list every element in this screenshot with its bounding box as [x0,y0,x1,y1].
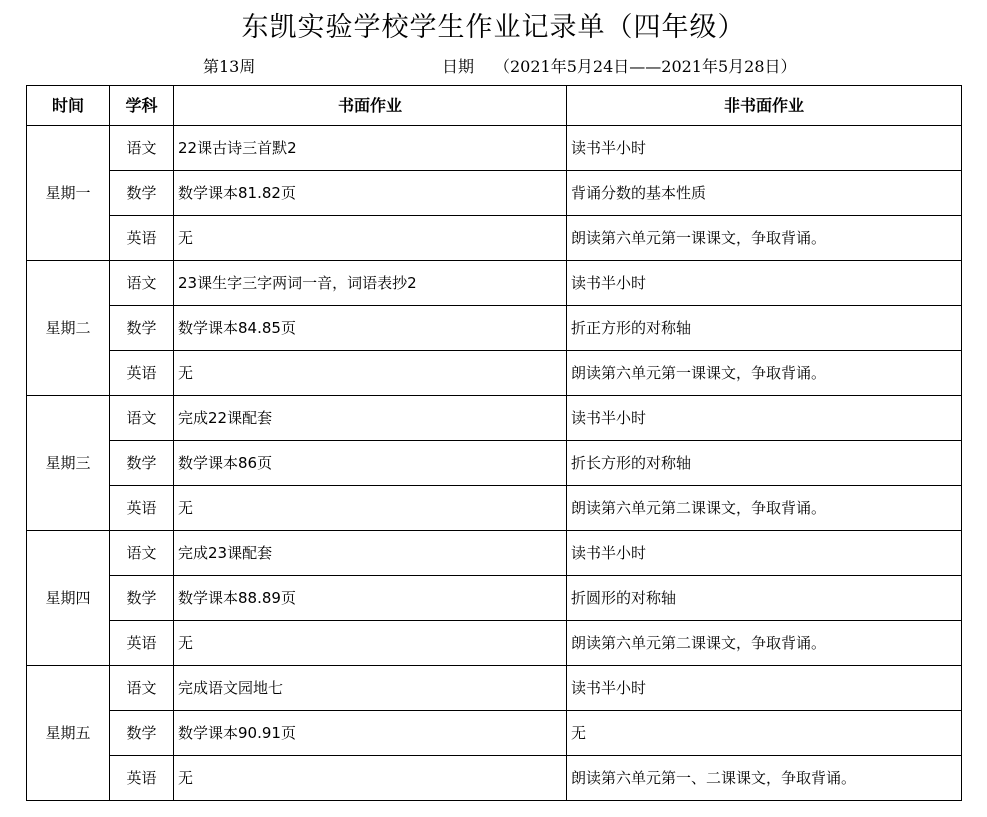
homework-table [26,85,962,801]
day-cell: 星期一 [27,126,110,261]
nonwritten-cell: 折圆形的对称轴 [567,576,962,621]
subject-cell: 英语 [110,756,174,801]
table-row [27,756,962,801]
written-cell: 无 [174,486,567,531]
nonwritten-cell: 读书半小时 [567,666,962,711]
header-written: 书面作业 [174,86,567,126]
subject-cell: 英语 [110,486,174,531]
written-cell: 无 [174,621,567,666]
nonwritten-cell: 读书半小时 [567,261,962,306]
subject-cell: 数学 [110,576,174,621]
subject-cell: 数学 [110,171,174,216]
day-cell: 星期三 [27,396,110,531]
nonwritten-cell: 朗读第六单元第一、二课课文，争取背诵。 [567,756,962,801]
subject-cell: 英语 [110,216,174,261]
subject-cell: 数学 [110,441,174,486]
header-row [27,86,962,126]
written-cell: 完成语文园地七 [174,666,567,711]
table-row [27,351,962,396]
written-cell: 22课古诗三首默2 [174,126,567,171]
nonwritten-cell: 朗读第六单元第一课课文，争取背诵。 [567,216,962,261]
written-cell: 数学课本81.82页 [174,171,567,216]
written-cell: 无 [174,216,567,261]
nonwritten-cell: 读书半小时 [567,531,962,576]
table-row [27,531,962,576]
table-row [27,576,962,621]
subject-cell: 英语 [110,621,174,666]
subject-cell: 语文 [110,666,174,711]
written-cell: 数学课本84.85页 [174,306,567,351]
subject-cell: 数学 [110,711,174,756]
nonwritten-cell: 折长方形的对称轴 [567,441,962,486]
nonwritten-cell: 朗读第六单元第二课课文，争取背诵。 [567,621,962,666]
subject-cell: 数学 [110,306,174,351]
written-cell: 数学课本88.89页 [174,576,567,621]
table-row [27,396,962,441]
nonwritten-cell: 朗读第六单元第二课课文，争取背诵。 [567,486,962,531]
subject-cell: 语文 [110,261,174,306]
table-row [27,666,962,711]
table-row [27,486,962,531]
written-cell: 无 [174,756,567,801]
written-cell: 数学课本90.91页 [174,711,567,756]
day-cell: 星期四 [27,531,110,666]
nonwritten-cell: 背诵分数的基本性质 [567,171,962,216]
date-range: （2021年5月24日——2021年5月28日） [494,57,797,76]
nonwritten-cell: 朗读第六单元第一课课文，争取背诵。 [567,351,962,396]
written-cell: 无 [174,351,567,396]
subject-cell: 语文 [110,531,174,576]
nonwritten-cell: 读书半小时 [567,396,962,441]
subject-cell: 语文 [110,396,174,441]
table-row [27,171,962,216]
table-row [27,306,962,351]
table-row [27,126,962,171]
nonwritten-cell: 读书半小时 [567,126,962,171]
nonwritten-cell: 无 [567,711,962,756]
day-cell: 星期五 [27,666,110,801]
written-cell: 完成22课配套 [174,396,567,441]
header-time: 时间 [27,86,110,126]
subject-cell: 英语 [110,351,174,396]
written-cell: 数学课本86页 [174,441,567,486]
subject-cell: 语文 [110,126,174,171]
header-subject: 学科 [110,86,174,126]
table-row [27,216,962,261]
page-title: 东凯实验学校学生作业记录单（四年级） [241,12,746,43]
table-row [27,711,962,756]
written-cell: 完成23课配套 [174,531,567,576]
table-row [27,621,962,666]
date-label: 日期 [442,57,475,76]
nonwritten-cell: 折正方形的对称轴 [567,306,962,351]
table-row [27,261,962,306]
week-number: 第13周 [203,57,256,76]
table-row [27,441,962,486]
header-nonwritten: 非书面作业 [567,86,962,126]
written-cell: 23课生字三字两词一音，词语表抄2 [174,261,567,306]
day-cell: 星期二 [27,261,110,396]
